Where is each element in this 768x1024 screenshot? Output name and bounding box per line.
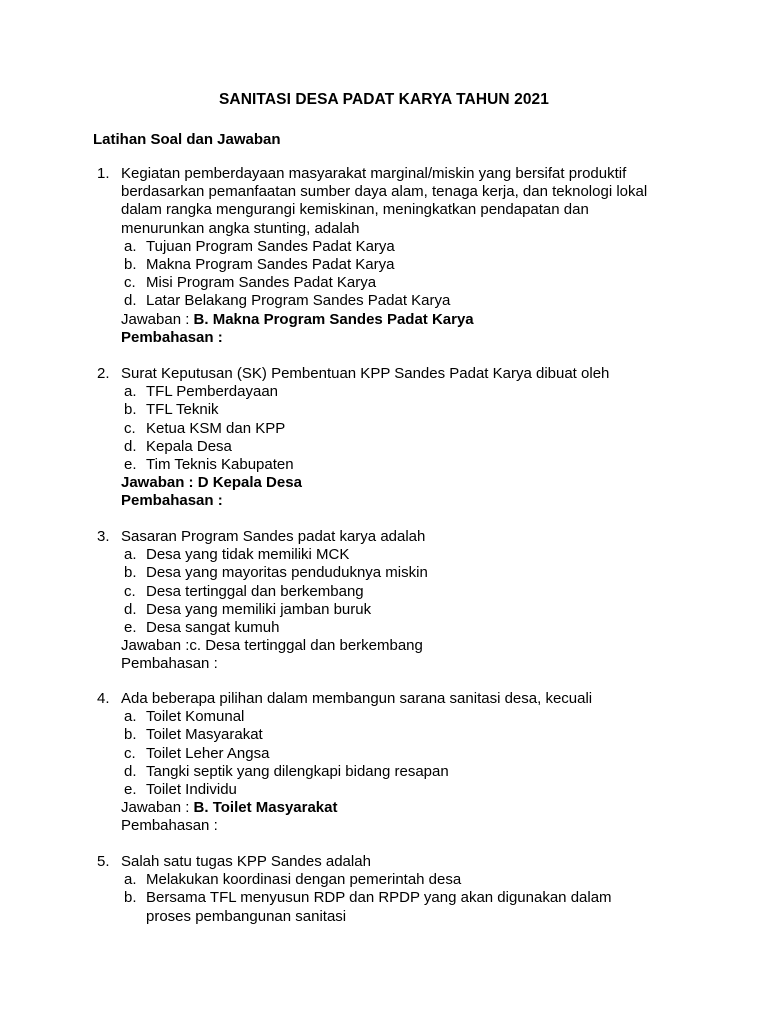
- question-stem: [97, 528, 657, 546]
- option-b: [97, 889, 657, 925]
- option-text: Tangki septik yang dilengkapi bidang resapan: [146, 762, 449, 780]
- discussion-label: Pembahasan :: [121, 655, 218, 673]
- question-stem: [97, 853, 657, 871]
- option-letter: c.: [124, 419, 136, 437]
- document-title: SANITASI DESA PADAT KARYA TAHUN 2021: [218, 91, 549, 108]
- question-text: Surat Keputusan (SK) Pembentuan KPP Sandes Padat Karya dibuat oleh: [121, 365, 610, 382]
- option-text: Makna Program Sandes Padat Karya: [146, 256, 395, 274]
- option-letter: d.: [124, 762, 137, 780]
- option-d: [97, 763, 657, 781]
- question-4: [97, 690, 657, 836]
- option-letter: d.: [124, 292, 137, 310]
- option-letter: d.: [124, 600, 137, 618]
- discussion-label: Pembahasan :: [121, 328, 223, 346]
- question-1: [97, 165, 657, 347]
- option-b: [97, 256, 657, 274]
- option-letter: b.: [124, 564, 137, 582]
- question-number: 4.: [97, 690, 110, 707]
- option-letter: c.: [124, 274, 136, 292]
- answer-value: D Kepala Desa: [197, 474, 302, 492]
- option-a: [97, 238, 657, 256]
- option-text: Desa yang mayoritas penduduknya miskin: [146, 564, 428, 582]
- question-number: 2.: [97, 365, 110, 382]
- option-text: TFL Teknik: [146, 401, 219, 419]
- answer-value: B. Toilet Masyarakat: [193, 799, 338, 817]
- option-letter: c.: [124, 582, 136, 600]
- option-text: Desa yang tidak memiliki MCK: [146, 546, 350, 564]
- option-text: Tujuan Program Sandes Padat Karya: [146, 237, 395, 255]
- option-list: [97, 238, 657, 311]
- question-text: Kegiatan pemberdayaan masyarakat marginal/miskin yang bersifat produktif berdasarkan pemanfaatan sumber daya alam, tenaga kerja, dan teknologi lokal dalam rangka mengurangi kemiskinan, meningkatkan pendapatan dan menurunkan angka stunting, adalah: [121, 165, 648, 237]
- option-text: Desa yang memiliki jamban buruk: [146, 600, 372, 618]
- option-c: [97, 745, 657, 763]
- option-a: [97, 383, 657, 401]
- option-text: Toilet Masyarakat: [146, 726, 263, 744]
- option-letter: b.: [124, 889, 137, 907]
- question-5: [97, 853, 657, 926]
- option-a: [97, 546, 657, 564]
- option-d: [97, 601, 657, 619]
- option-text: TFL Pemberdayaan: [146, 383, 279, 401]
- option-text: Tim Teknis Kabupaten: [146, 456, 294, 474]
- option-letter: e.: [124, 619, 137, 637]
- option-e: [97, 781, 657, 799]
- option-text: Misi Program Sandes Padat Karya: [146, 274, 377, 292]
- question-text: Ada beberapa pilihan dalam membangun sarana sanitasi desa, kecuali: [121, 690, 593, 707]
- option-letter: a.: [124, 871, 137, 889]
- option-list: [97, 708, 657, 799]
- answer-value: B. Makna Program Sandes Padat Karya: [193, 310, 474, 328]
- option-c: [97, 420, 657, 438]
- question-stem: [97, 690, 657, 708]
- option-text: Desa tertinggal dan berkembang: [146, 582, 364, 600]
- option-letter: e.: [124, 781, 137, 799]
- question-text: Salah satu tugas KPP Sandes adalah: [121, 853, 371, 870]
- option-b: [97, 564, 657, 582]
- answer-label: Jawaban :: [121, 474, 198, 492]
- option-b: [97, 401, 657, 419]
- option-letter: b.: [124, 726, 137, 744]
- option-text: Toilet Leher Angsa: [146, 744, 270, 762]
- question-text: Sasaran Program Sandes padat karya adalah: [121, 528, 426, 545]
- option-letter: a.: [124, 546, 137, 564]
- option-letter: d.: [124, 437, 137, 455]
- answer-line: [97, 637, 657, 655]
- option-letter: a.: [124, 237, 137, 255]
- question-stem: [97, 365, 657, 383]
- question-3: [97, 528, 657, 674]
- question-number: 1.: [97, 165, 110, 182]
- answer-value: c. Desa tertinggal dan berkembang: [189, 637, 423, 655]
- option-c: [97, 583, 657, 601]
- option-letter: b.: [124, 401, 137, 419]
- question-number: 3.: [97, 528, 110, 545]
- option-letter: a.: [124, 708, 137, 726]
- option-text: Ketua KSM dan KPP: [146, 419, 286, 437]
- option-text: Bersama TFL menyusun RDP dan RPDP yang akan digunakan dalam proses pembangunan sanitasi: [146, 889, 612, 925]
- document-subtitle: Latihan Soal dan Jawaban: [93, 131, 281, 148]
- question-stem: [97, 165, 657, 238]
- option-text: Kepala Desa: [146, 437, 232, 455]
- answer-line: [97, 474, 657, 492]
- option-text: Latar Belakang Program Sandes Padat Karya: [146, 292, 451, 310]
- answer-label: Jawaban :: [121, 310, 194, 328]
- option-text: Toilet Individu: [146, 781, 237, 799]
- option-text: Melakukan koordinasi dengan pemerintah desa: [146, 871, 462, 889]
- discussion-label: Pembahasan :: [121, 817, 218, 835]
- option-c: [97, 274, 657, 292]
- option-d: [97, 292, 657, 310]
- question-2: [97, 365, 657, 511]
- option-text: Desa sangat kumuh: [146, 619, 280, 637]
- option-letter: b.: [124, 256, 137, 274]
- option-letter: e.: [124, 456, 137, 474]
- option-letter: c.: [124, 744, 136, 762]
- question-number: 5.: [97, 853, 110, 870]
- option-e: [97, 456, 657, 474]
- answer-label: Jawaban :: [121, 799, 194, 817]
- answer-line: [97, 799, 657, 817]
- option-letter: a.: [124, 383, 137, 401]
- answer-label: Jawaban :: [121, 637, 190, 655]
- discussion-label: Pembahasan :: [121, 492, 223, 510]
- option-d: [97, 438, 657, 456]
- option-list: [97, 546, 657, 637]
- option-a: [97, 871, 657, 889]
- option-e: [97, 619, 657, 637]
- option-list: [97, 871, 657, 926]
- answer-line: [97, 311, 657, 329]
- option-a: [97, 708, 657, 726]
- option-text: Toilet Komunal: [146, 708, 245, 726]
- option-list: [97, 383, 657, 474]
- option-b: [97, 726, 657, 744]
